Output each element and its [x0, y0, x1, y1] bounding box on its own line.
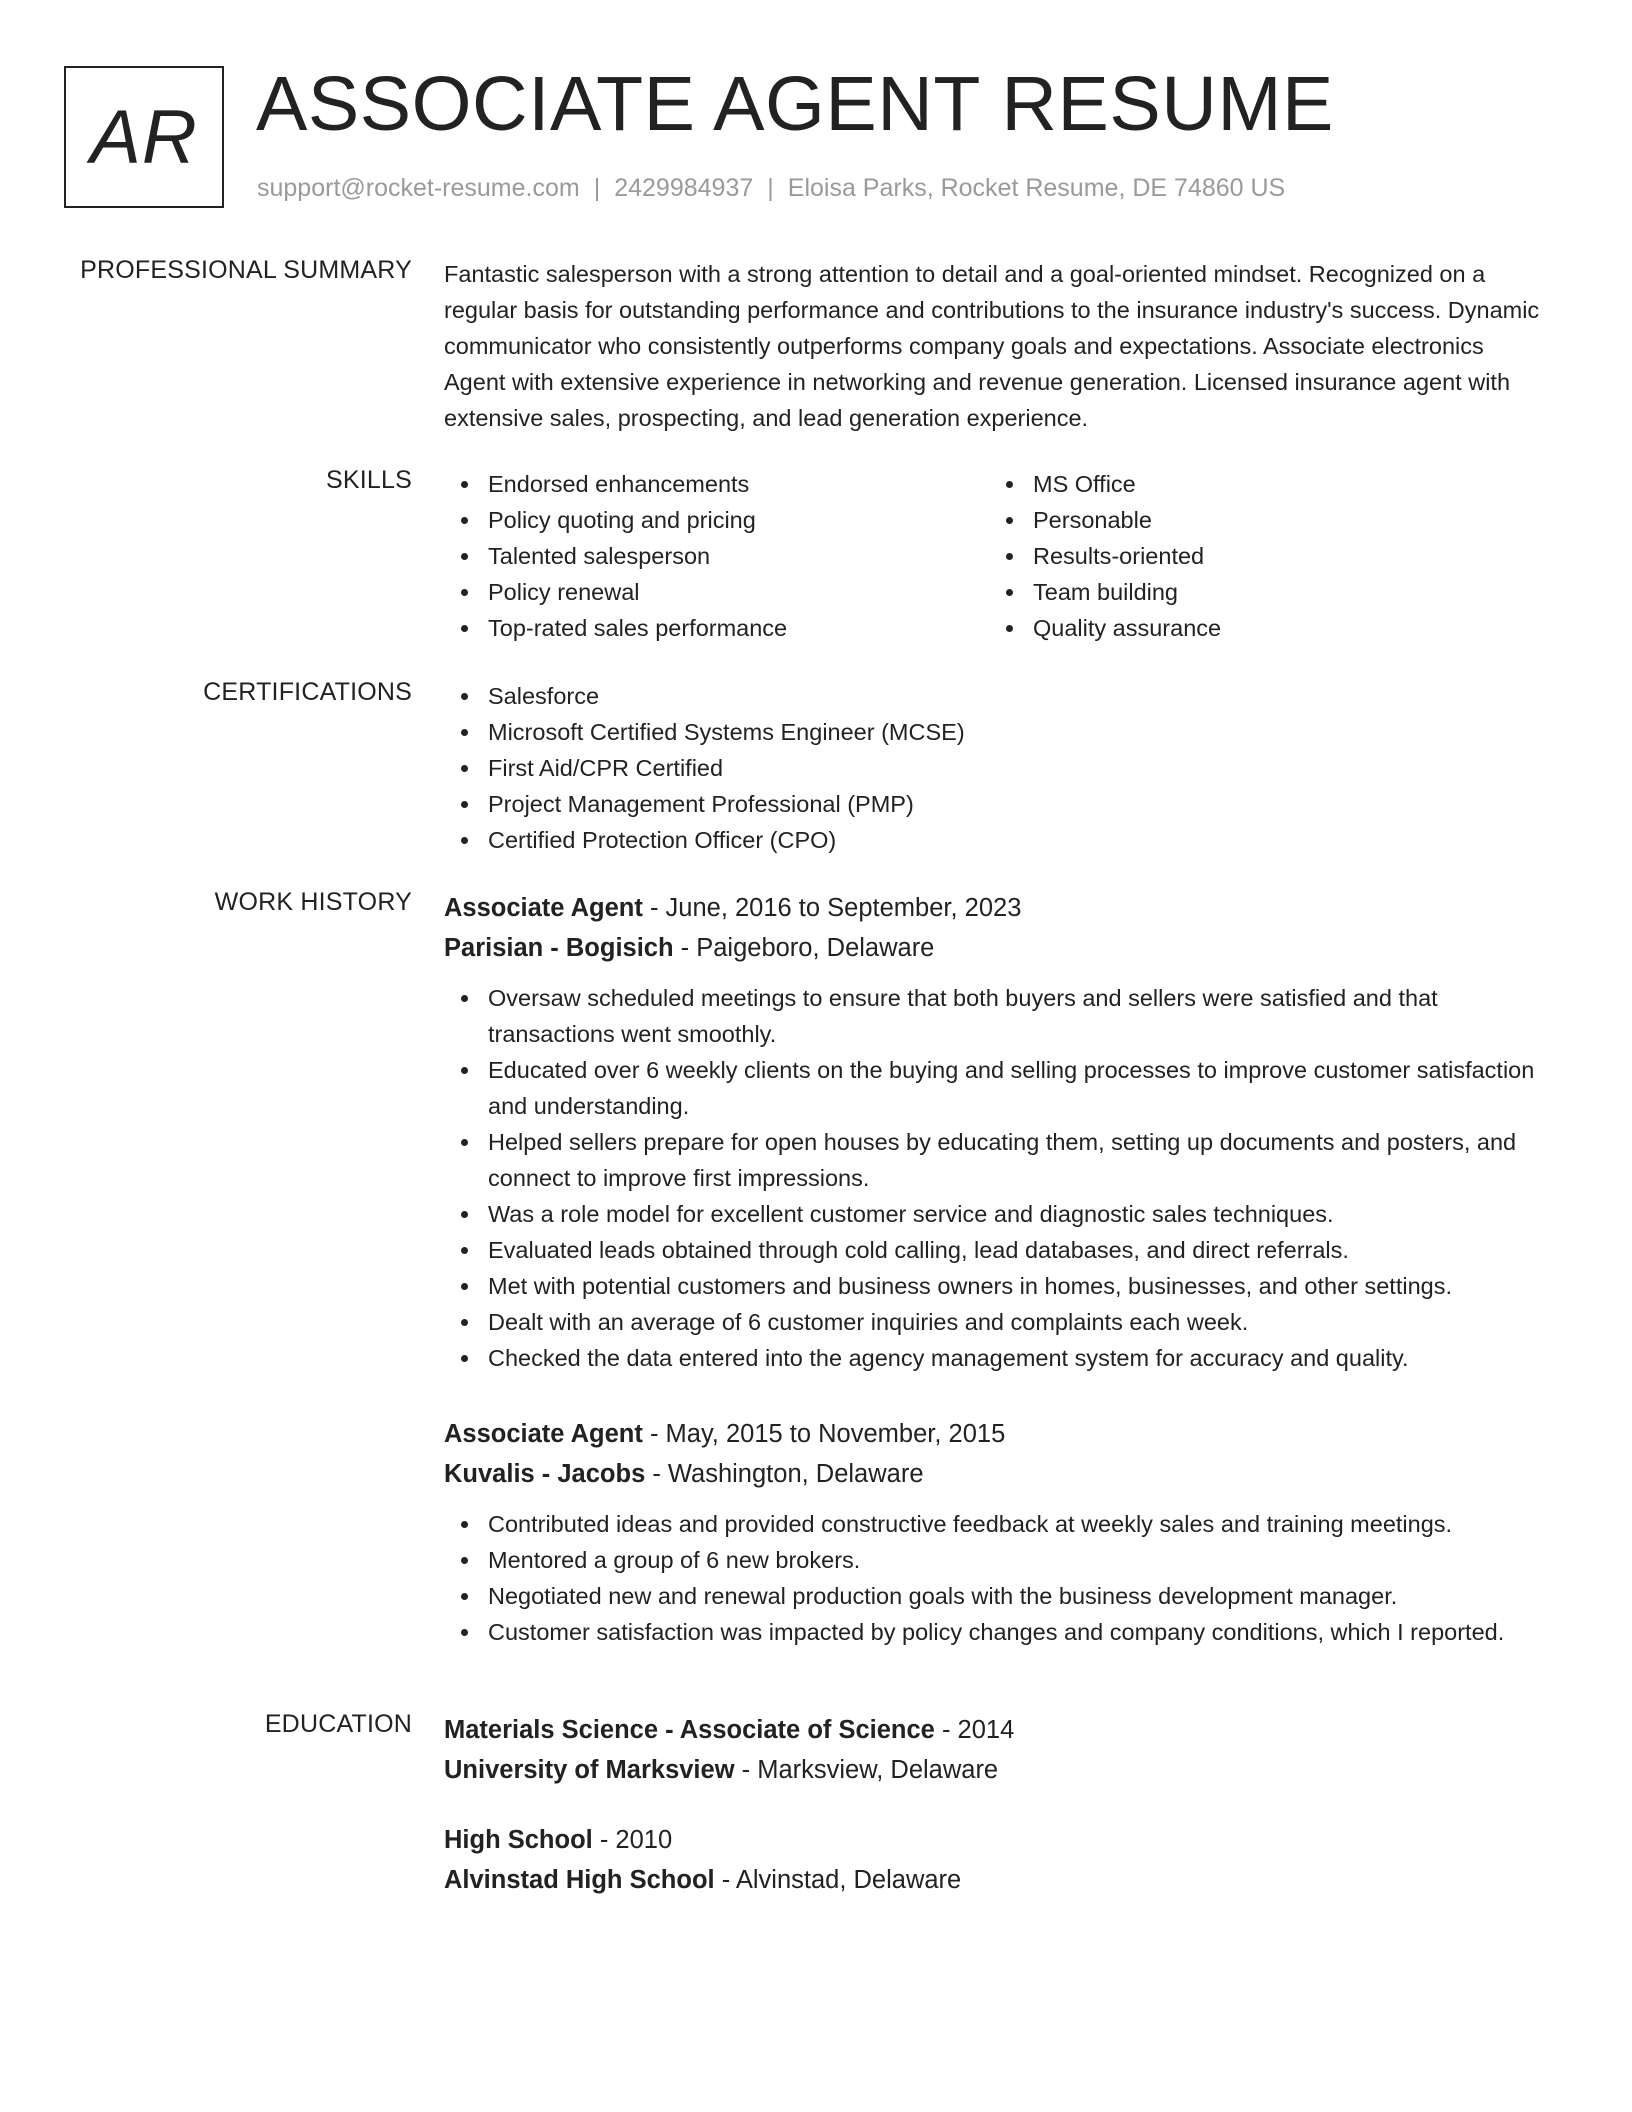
list-item: Certified Protection Officer (CPO)	[444, 822, 1544, 858]
skills-list-right	[989, 466, 1534, 646]
contact-separator: |	[593, 174, 601, 202]
list-item: Contributed ideas and provided constructive feedback at weekly sales and training meetings.	[444, 1506, 1544, 1542]
certifications-body	[444, 678, 1544, 858]
list-item: Educated over 6 weekly clients on the buying and selling processes to improve customer satisfaction and understanding.	[444, 1052, 1544, 1124]
list-item: Talented salesperson	[444, 538, 989, 574]
job-bullets	[444, 980, 1544, 1376]
list-item: Results-oriented	[989, 538, 1534, 574]
list-item: Oversaw scheduled meetings to ensure that both buyers and sellers were satisfied and that transactions went smoothly.	[444, 980, 1544, 1052]
job-dates: - June, 2016 to September, 2023	[642, 894, 1022, 922]
education-year: - 2014	[934, 1716, 1015, 1744]
education-location: - Marksview, Delaware	[734, 1756, 999, 1784]
list-item: Mentored a group of 6 new brokers.	[444, 1542, 1544, 1578]
section-label-skills: SKILLS	[326, 466, 412, 494]
education-degree-line	[444, 1710, 1544, 1750]
section-label-certifications: CERTIFICATIONS	[203, 678, 412, 706]
list-item: Dealt with an average of 6 customer inquiries and complaints each week.	[444, 1304, 1544, 1340]
list-item: Microsoft Certified Systems Engineer (MCSE)	[444, 714, 1544, 750]
skills-columns	[444, 466, 1544, 646]
education-location: - Alvinstad, Delaware	[714, 1866, 962, 1894]
job-entry	[444, 1414, 1544, 1650]
list-item: Customer satisfaction was impacted by policy changes and company conditions, which I reported.	[444, 1614, 1544, 1650]
job-title: Associate Agent	[444, 894, 643, 922]
job-title-line	[444, 888, 1544, 928]
list-item: Project Management Professional (PMP)	[444, 786, 1544, 822]
education-degree: High School	[444, 1826, 593, 1854]
job-company-line	[444, 928, 1544, 968]
skills-list-left	[444, 466, 989, 646]
monogram-initials: AR	[90, 94, 198, 180]
job-bullets	[444, 1506, 1544, 1650]
education-entry	[444, 1710, 1544, 1790]
list-item: Checked the data entered into the agency management system for accuracy and quality.	[444, 1340, 1544, 1376]
education-entry	[444, 1820, 1544, 1900]
list-item: Team building	[989, 574, 1534, 610]
list-item: Negotiated new and renewal production goals with the business development manager.	[444, 1578, 1544, 1614]
list-item: Helped sellers prepare for open houses by educating them, setting up documents and posters, and connect to improve first impressions.	[444, 1124, 1544, 1196]
list-item: Met with potential customers and business owners in homes, businesses, and other settings.	[444, 1268, 1544, 1304]
education-school: University of Marksview	[444, 1756, 735, 1784]
job-company: Kuvalis - Jacobs	[444, 1460, 646, 1488]
contact-separator: |	[767, 174, 774, 202]
list-item: Was a role model for excellent customer service and diagnostic sales techniques.	[444, 1196, 1544, 1232]
list-item: Quality assurance	[989, 610, 1534, 646]
job-company: Parisian - Bogisich	[444, 934, 674, 962]
section-label-education: EDUCATION	[264, 1710, 412, 1738]
education-year: - 2010	[592, 1826, 673, 1854]
section-label-summary: PROFESSIONAL SUMMARY	[80, 256, 412, 284]
education-school: Alvinstad High School	[444, 1866, 715, 1894]
list-item: Top-rated sales performance	[444, 610, 989, 646]
job-company-line	[444, 1454, 1544, 1494]
education-school-line	[444, 1860, 1544, 1900]
list-item: MS Office	[989, 466, 1534, 502]
contact-address: Eloisa Parks, Rocket Resume, DE 74860 US	[787, 174, 1286, 202]
resume-title: ASSOCIATE AGENT RESUME	[256, 61, 1334, 147]
job-dates: - May, 2015 to November, 2015	[642, 1420, 1006, 1448]
certifications-list	[444, 678, 1544, 858]
education-body	[444, 1710, 1544, 1900]
list-item: Endorsed enhancements	[444, 466, 989, 502]
job-title: Associate Agent	[444, 1420, 643, 1448]
list-item: Evaluated leads obtained through cold calling, lead databases, and direct referrals.	[444, 1232, 1544, 1268]
contact-phone[interactable]: 2429984937	[614, 174, 754, 202]
section-label-work: WORK HISTORY	[214, 888, 412, 916]
job-location: - Paigeboro, Delaware	[673, 934, 935, 962]
resume-header	[64, 61, 1564, 216]
contact-line	[257, 174, 1285, 203]
work-history-body	[444, 888, 1544, 1650]
education-degree-line	[444, 1820, 1544, 1860]
list-item: Policy renewal	[444, 574, 989, 610]
education-school-line	[444, 1750, 1544, 1790]
education-degree: Materials Science - Associate of Science	[444, 1716, 935, 1744]
list-item: Policy quoting and pricing	[444, 502, 989, 538]
monogram-box	[64, 66, 224, 208]
list-item: Salesforce	[444, 678, 1544, 714]
list-item: Personable	[989, 502, 1534, 538]
list-item: First Aid/CPR Certified	[444, 750, 1544, 786]
job-title-line	[444, 1414, 1544, 1454]
summary-text: Fantastic salesperson with a strong attention to detail and a goal-oriented mindset. Recognized on a regular basis for outstanding performance and contributions to the insurance industry's success. Dynamic communicator who consistently outperforms company goals and expectations. Associate electronics Agent with extensive experience in networking and revenue generation. Licensed insurance agent with extensive sales, prospecting, and lead generation experience.	[444, 261, 1540, 431]
job-location: - Washington, Delaware	[645, 1460, 924, 1488]
job-entry	[444, 888, 1544, 1376]
contact-email[interactable]: support@rocket-resume.com	[257, 174, 580, 202]
